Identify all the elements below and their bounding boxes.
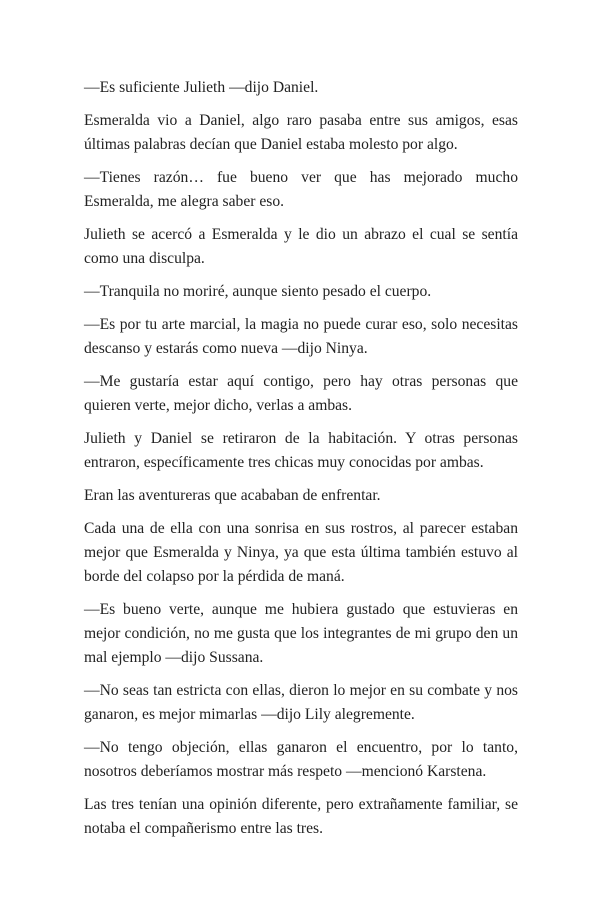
paragraph-12: —No seas tan estricta con ellas, dieron lo mejor en su combate y nos ganaron, es mejor mimarlas —dijo Lily alegremente. bbox=[84, 682, 518, 723]
paragraph-4: Julieth se acercó a Esmeralda y le dio un abrazo el cual se sentía como una disculpa. bbox=[84, 226, 518, 267]
paragraph-1: —Es suficiente Julieth —dijo Daniel. bbox=[84, 79, 319, 96]
paragraph-5: —Tranquila no moriré, aunque siento pesado el cuerpo. bbox=[84, 283, 432, 300]
paragraph-10: Cada una de ella con una sonrisa en sus rostros, al parecer estaban mejor que Esmeralda y Ninya, ya que esta última también estuvo al borde del colapso por la pérdida de maná. bbox=[84, 520, 518, 585]
paragraph-6: —Es por tu arte marcial, la magia no puede curar eso, solo necesitas descanso y estarás como nueva —dijo Ninya. bbox=[84, 316, 518, 357]
paragraph-9: Eran las aventureras que acababan de enfrentar. bbox=[84, 487, 381, 504]
paragraph-7: —Me gustaría estar aquí contigo, pero hay otras personas que quieren verte, mejor dicho, verlas a ambas. bbox=[84, 373, 518, 414]
paragraph-3: —Tienes razón… fue bueno ver que has mejorado mucho Esmeralda, me alegra saber eso. bbox=[84, 169, 518, 210]
paragraph-13: —No tengo objeción, ellas ganaron el encuentro, por lo tanto, nosotros deberíamos mostrar más respeto —mencionó Karstena. bbox=[84, 739, 518, 780]
paragraph-8: Julieth y Daniel se retiraron de la habitación. Y otras personas entraron, específicamente tres chicas muy conocidas por ambas. bbox=[84, 430, 518, 471]
paragraph-11: —Es bueno verte, aunque me hubiera gustado que estuvieras en mejor condición, no me gusta que los integrantes de mi grupo den un mal ejemplo —dijo Sussana. bbox=[84, 601, 518, 666]
paragraph-2: Esmeralda vio a Daniel, algo raro pasaba entre sus amigos, esas últimas palabras decían que Daniel estaba molesto por algo. bbox=[84, 112, 518, 153]
book-page-text bbox=[84, 76, 518, 850]
paragraph-14: Las tres tenían una opinión diferente, pero extrañamente familiar, se notaba el compañerismo entre las tres. bbox=[84, 796, 518, 837]
